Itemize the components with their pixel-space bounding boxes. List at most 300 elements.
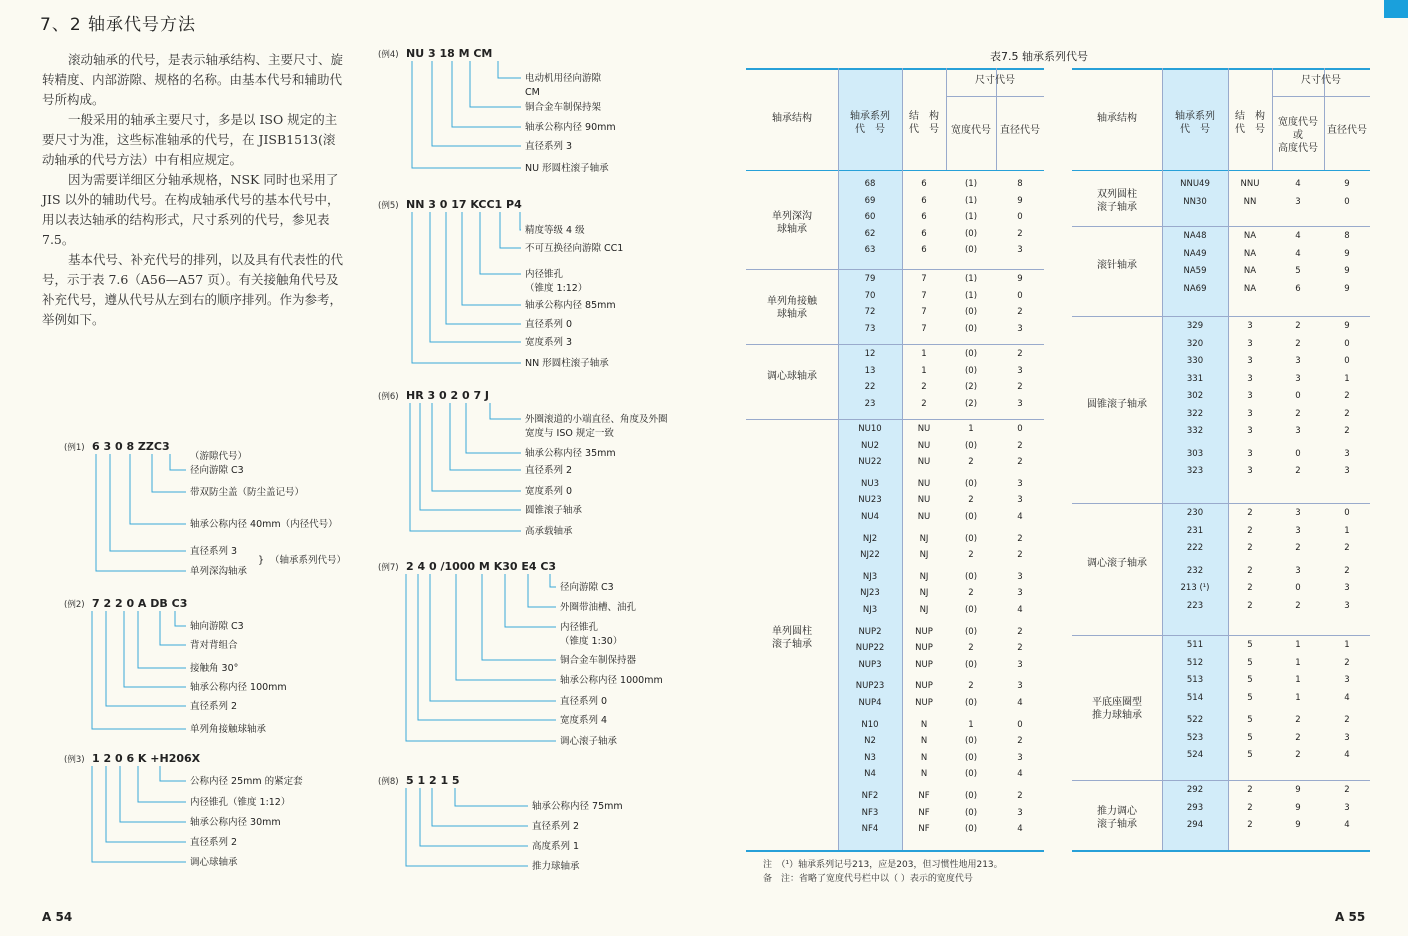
- table-cell: 3: [1017, 365, 1023, 376]
- table-cell: NU: [917, 440, 931, 451]
- example-code: 5 1 2 1 5: [406, 774, 460, 787]
- table-cell: 0: [1295, 391, 1301, 401]
- table-cell: 6: [921, 212, 927, 223]
- table-cell: 3: [1017, 245, 1023, 256]
- table-cell: NJ23: [860, 588, 880, 599]
- table-cell: 68: [864, 179, 876, 189]
- example-id: (例7): [378, 563, 399, 573]
- table-cell: (1): [964, 195, 978, 206]
- example-label: 轴承公称内径 30mm: [190, 817, 281, 828]
- table-cell: 2: [968, 550, 974, 561]
- example-label: 直径系列 2: [190, 837, 238, 848]
- table-cell: NUP: [915, 659, 933, 670]
- col-series-code: 轴承系列 代 号: [1175, 111, 1215, 135]
- table-cell: NUP4: [858, 698, 882, 708]
- table-cell: 222: [1186, 543, 1204, 553]
- table-cell: 2: [1017, 307, 1023, 318]
- table-cell: 4: [1344, 820, 1350, 830]
- table-cell: NA: [1243, 231, 1257, 241]
- table-cell: 3: [1017, 807, 1023, 818]
- table-cell: 5: [1247, 750, 1253, 760]
- table-cell: 3: [1344, 600, 1350, 611]
- table-cell: 331: [1186, 373, 1204, 384]
- table-cell: (0): [964, 245, 978, 256]
- table-cell: 3: [1295, 565, 1301, 576]
- table-cell: 0: [1344, 196, 1350, 207]
- table-cell: NA: [1243, 283, 1257, 294]
- table-cell: N: [920, 736, 928, 747]
- leader-line: [412, 61, 521, 168]
- table-cell: 2: [1295, 543, 1301, 553]
- table-cell: (0): [964, 736, 978, 747]
- table-cell: (0): [964, 512, 978, 522]
- table-cell: (0): [964, 533, 978, 544]
- table-cell: 79: [864, 274, 876, 284]
- table-cell: 5: [1247, 732, 1253, 743]
- table-cell: 3: [1295, 196, 1301, 207]
- group-name: 单列角接触 球轴承: [767, 295, 817, 320]
- table-cell: 9: [1295, 785, 1301, 795]
- table-cell: 2: [1247, 508, 1253, 518]
- table-cell: NUP: [915, 681, 933, 692]
- table-cell: (0): [964, 791, 978, 801]
- example-id: (例6): [378, 392, 399, 402]
- group-name: 圆锥滚子轴承: [1087, 398, 1147, 410]
- table-cell: 3: [1344, 732, 1350, 743]
- group-name: 平底座圈型 推力球轴承: [1092, 696, 1142, 721]
- table-cell: (1): [964, 212, 978, 223]
- col-width-code: 宽度代号: [951, 125, 991, 136]
- table-cell: 2: [968, 495, 974, 506]
- table-cell: 2: [1344, 391, 1350, 401]
- table-cell: 3: [1344, 802, 1350, 813]
- example-label: 外圈滚道的小端直径、角度及外圈: [525, 414, 668, 425]
- table-cell: 1: [968, 424, 974, 434]
- leader-line: [106, 611, 186, 706]
- example-label: 高承载轴承: [525, 526, 573, 537]
- table-cell: 9: [1295, 802, 1301, 813]
- table-cell: 2: [1017, 228, 1023, 239]
- col-dim-code: 尺寸代号: [1301, 75, 1341, 86]
- table-cell: 4: [1017, 769, 1023, 780]
- table-cell: 1: [1295, 640, 1301, 650]
- table-cell: 2: [1295, 750, 1301, 760]
- table-cell: 1: [1295, 675, 1301, 685]
- example-label: 宽度系列 4: [560, 715, 608, 726]
- table-cell: 332: [1186, 426, 1204, 436]
- leader-line: [450, 403, 521, 470]
- table-cell: NF2: [861, 791, 879, 801]
- col-dia-code: 直径代号: [1000, 125, 1040, 136]
- table-cell: 3: [1344, 448, 1350, 459]
- table-cell: (0): [964, 752, 978, 763]
- table-cell: NA59: [1183, 266, 1207, 276]
- table-cell: 2: [968, 457, 974, 468]
- table-cell: 5: [1295, 266, 1301, 276]
- table-cell: 523: [1186, 732, 1204, 743]
- table-cell: 513: [1186, 675, 1204, 685]
- table-cell: 1: [921, 349, 927, 359]
- table-cell: 0: [1017, 719, 1023, 730]
- table-cell: 4: [1295, 231, 1301, 241]
- table-cell: 2: [1344, 543, 1350, 553]
- table-cell: NU23: [858, 495, 882, 506]
- table-cell: 9: [1344, 321, 1350, 331]
- leader-line: [550, 574, 556, 587]
- leader-line: [160, 611, 186, 645]
- table-cell: NJ: [919, 550, 929, 561]
- table-cell: 3: [1017, 495, 1023, 506]
- table-cell: 2: [1247, 802, 1253, 813]
- leader-line: [520, 212, 521, 230]
- table-cell: 5: [1247, 692, 1253, 703]
- table-cell: 2: [1295, 715, 1301, 725]
- example-label: 单列角接触球轴承: [190, 724, 267, 735]
- table-cell: 22: [864, 382, 876, 393]
- table-cell: 5: [1247, 715, 1253, 725]
- table-cell: 3: [1344, 675, 1350, 685]
- table-cell: 2: [1295, 732, 1301, 743]
- table-notes: [763, 858, 1003, 886]
- table-cell: 2: [1017, 643, 1023, 654]
- table-cell: 4: [1017, 824, 1023, 835]
- table-cell: NJ: [919, 605, 929, 615]
- table-cell: NU: [917, 457, 931, 468]
- leader-line: [120, 766, 186, 822]
- table-cell: 2: [1017, 791, 1023, 801]
- table-cell: 2: [1247, 525, 1253, 536]
- table-cell: NUP23: [855, 681, 885, 692]
- table-cell: NU4: [861, 512, 879, 522]
- example-label: 轴承公称内径 75mm: [532, 801, 623, 812]
- table-cell: 0: [1344, 508, 1350, 518]
- table-cell: NA69: [1183, 283, 1207, 294]
- table-cell: 3: [1017, 588, 1023, 599]
- table-cell: 0: [1017, 212, 1023, 223]
- table-cell: 1: [921, 365, 927, 376]
- table-cell: 1: [968, 719, 974, 730]
- table-cell: 3: [1295, 508, 1301, 518]
- leader-line: [124, 611, 186, 687]
- table-cell: 514: [1186, 692, 1204, 703]
- table-cell: 0: [1017, 424, 1023, 434]
- table-cell: 3: [1247, 373, 1253, 384]
- example-id: (例3): [64, 755, 85, 765]
- example-label: NU 形圆柱滚子轴承: [525, 163, 609, 174]
- table-cell: 3: [1247, 356, 1253, 366]
- example-label: 径向游隙 C3: [560, 582, 614, 593]
- table-cell: 232: [1186, 565, 1204, 576]
- page-number-right: A 55: [1335, 910, 1366, 924]
- table-cell: N2: [864, 736, 876, 747]
- table-cell: 8: [1017, 179, 1023, 189]
- table-cell: N: [920, 769, 928, 780]
- col-structure: 轴承结构: [772, 113, 812, 124]
- corner-tab: [1384, 0, 1408, 18]
- table-cell: 0: [1344, 356, 1350, 366]
- table-cell: NF: [918, 824, 930, 835]
- col-width-code: 宽度代号 或 高度代号: [1278, 117, 1318, 154]
- table-cell: 2: [1295, 321, 1301, 331]
- leader-line: [432, 61, 521, 146]
- table-cell: (0): [964, 698, 978, 708]
- table-cell: NF3: [861, 807, 879, 818]
- table-cell: NA48: [1183, 231, 1207, 241]
- table-cell: N3: [864, 752, 876, 763]
- table-cell: (0): [964, 349, 978, 359]
- example-code: HR 3 0 2 0 7 J: [406, 389, 490, 402]
- table-cell: NU: [917, 495, 931, 506]
- table-cell: 3: [1247, 426, 1253, 436]
- table-cell: (0): [964, 440, 978, 451]
- table-cell: 3: [1344, 583, 1350, 593]
- table-cell: 2: [1017, 626, 1023, 637]
- table-cell: 3: [1017, 323, 1023, 334]
- example-label: 直径系列 0: [560, 696, 608, 707]
- table-cell: 3: [1247, 448, 1253, 459]
- example-label: 外圈带油槽、油孔: [560, 602, 637, 613]
- table-cell: NU22: [858, 457, 882, 468]
- example-label: 背对背组合: [190, 640, 238, 651]
- table-cell: 0: [1344, 338, 1350, 349]
- table-cell: 302: [1186, 391, 1204, 401]
- table-cell: 3: [1247, 408, 1253, 419]
- table-cell: NNU: [1240, 179, 1260, 189]
- table-cell: 3: [1017, 681, 1023, 692]
- table-cell: 7: [921, 290, 927, 301]
- example-label: 宽度系列 0: [525, 486, 573, 497]
- table-cell: (0): [964, 571, 978, 582]
- table-cell: NA49: [1183, 248, 1207, 259]
- paragraph: 一般采用的轴承主要尺寸，多是以 ISO 规定的主要尺寸为准，这些标准轴承的代号，在 JISB1513(滚动轴承的代号方法）中有相应规定。: [42, 112, 338, 167]
- example-label: 直径系列 2: [532, 821, 580, 832]
- table-cell: 4: [1344, 750, 1350, 760]
- example-label: 直径系列 2: [525, 465, 573, 476]
- table-cell: 323: [1186, 466, 1204, 476]
- table-cell: 6: [921, 228, 927, 239]
- table-cell: 2: [1295, 600, 1301, 611]
- table-cell: 60: [864, 212, 876, 223]
- leader-line: [482, 574, 556, 660]
- leader-line: [490, 403, 521, 419]
- table-cell: NNU49: [1180, 179, 1210, 189]
- leader-line: [170, 454, 186, 470]
- table-cell: 2: [1017, 533, 1023, 544]
- table-cell: 0: [1017, 290, 1023, 301]
- example-label: 直径系列 2: [190, 701, 238, 712]
- table-cell: NF: [918, 807, 930, 818]
- group-name: 调心球轴承: [767, 370, 817, 382]
- leader-line: [130, 454, 186, 524]
- example-label: 轴承公称内径 85mm: [525, 300, 616, 311]
- leader-line: [430, 212, 521, 342]
- table-cell: NJ3: [862, 571, 878, 582]
- table-cell: (0): [964, 307, 978, 318]
- table-cell: NUP: [915, 626, 933, 637]
- table-cell: (0): [964, 478, 978, 489]
- leader-line: [455, 788, 528, 806]
- table-cell: 2: [1295, 408, 1301, 419]
- table-cell: NJ2: [862, 533, 878, 544]
- table-cell: 524: [1186, 750, 1204, 760]
- table-cell: 7: [921, 307, 927, 318]
- table-cell: NJ22: [860, 550, 880, 561]
- table-cell: 9: [1344, 179, 1350, 189]
- table-cell: (0): [964, 228, 978, 239]
- table-cell: 2: [921, 398, 927, 409]
- table-cell: 7: [921, 323, 927, 334]
- table-cell: 292: [1186, 785, 1204, 795]
- note-2: 备 注：省略了宽度代号栏中以（ ）表示的宽度代号: [763, 874, 973, 884]
- table-cell: 1: [1344, 373, 1350, 384]
- leader-line: [152, 454, 186, 492]
- group-name: 调心滚子轴承: [1087, 558, 1147, 569]
- table-cell: 3: [1017, 752, 1023, 763]
- table-cell: NUP3: [858, 659, 882, 670]
- table-cell: 2: [1247, 820, 1253, 830]
- leader-line: [420, 788, 528, 846]
- table-cell: 213 (¹): [1180, 583, 1210, 593]
- table-cell: 3: [1017, 398, 1023, 409]
- table-cell: 5: [1247, 675, 1253, 685]
- table-cell: 3: [1295, 356, 1301, 366]
- table-cell: 2: [1344, 408, 1350, 419]
- table-cell: 6: [921, 245, 927, 256]
- example-label: 直径系列 0: [525, 319, 573, 330]
- table-cell: 2: [1295, 338, 1301, 349]
- example-label: 不可互换径向游隙 CC1: [525, 243, 624, 254]
- brace: }: [258, 555, 265, 566]
- col-type-code: 结 构 代 号: [909, 111, 939, 135]
- paragraph: 滚动轴承的代号，是表示轴承结构、主要尺寸、旋转精度、内部游隙、规格的名称。由基本代号和辅助代号所构成。: [42, 52, 344, 107]
- table-cell: 9: [1017, 195, 1023, 206]
- table-cell: NU: [917, 478, 931, 489]
- table-cell: 320: [1186, 338, 1204, 349]
- leader-line: [500, 212, 521, 248]
- table-cell: 2: [1017, 440, 1023, 451]
- table-cell: 2: [1344, 657, 1350, 668]
- group-name: 滚针轴承: [1097, 260, 1137, 271]
- table-cell: 4: [1017, 605, 1023, 615]
- table-cell: 2: [1344, 785, 1350, 795]
- table-cell: 3: [1247, 391, 1253, 401]
- example-label: 轴承公称内径 100mm: [190, 682, 287, 693]
- group-name: 单列圆柱 滚子轴承: [772, 625, 812, 650]
- example-label: 直径系列 3: [190, 546, 238, 557]
- table-cell: 2: [1247, 583, 1253, 593]
- table-cell: 4: [1295, 248, 1301, 259]
- table-cell: 12: [864, 349, 876, 359]
- example-code: NN 3 0 17 KCC1 P4: [406, 198, 522, 211]
- table-cell: 9: [1295, 820, 1301, 830]
- table-cell: (0): [964, 626, 978, 637]
- example-code: 1 2 0 6 K +H206X: [92, 752, 201, 765]
- table-cell: N10: [861, 719, 879, 730]
- table-cell: 5: [1247, 640, 1253, 650]
- note-1: 注 （¹）轴承系列记号213，应是203，但习惯性地用213。: [763, 860, 1003, 870]
- table-cell: 3: [1295, 373, 1301, 384]
- table-cell: NUP: [915, 698, 933, 708]
- table-cell: 330: [1186, 356, 1204, 366]
- leader-line: [412, 212, 521, 363]
- example-id: (例1): [64, 443, 85, 453]
- table-cell: NU: [917, 512, 931, 522]
- table-cell: 69: [864, 195, 876, 206]
- example-code: NU 3 18 M CM: [406, 47, 493, 60]
- table-cell: 9: [1344, 266, 1350, 276]
- example-label: CM: [525, 87, 540, 98]
- example-label: 电动机用径向游隙: [525, 73, 602, 84]
- leader-line: [160, 766, 186, 781]
- table-cell: 2: [1344, 715, 1350, 725]
- col-series-code: 轴承系列 代 号: [850, 111, 890, 135]
- table-cell: 1: [1295, 657, 1301, 668]
- table-cell: 2: [1247, 600, 1253, 611]
- table-cell: 522: [1186, 715, 1204, 725]
- example-label: 轴承公称内径 35mm: [525, 448, 616, 459]
- table-cell: 3: [1247, 321, 1253, 331]
- table-cell: 322: [1186, 408, 1204, 419]
- table-cell: 294: [1186, 820, 1204, 830]
- example-label: 接触角 30°: [190, 663, 239, 674]
- table-cell: NJ: [919, 588, 929, 599]
- example-label: 圆锥滚子轴承: [525, 505, 583, 516]
- group-name: 单列深沟 球轴承: [772, 210, 812, 235]
- table-cell: 0: [1295, 583, 1301, 593]
- example-label: 轴承公称内径 90mm: [525, 122, 616, 133]
- table-cell: NN: [1243, 196, 1257, 207]
- col-dia-code: 直径代号: [1327, 125, 1367, 136]
- table-cell: 293: [1186, 802, 1204, 813]
- table-cell: NU: [917, 424, 931, 434]
- example-label: 调心球轴承: [190, 857, 238, 868]
- example-label: 宽度与 ISO 规定一致: [525, 428, 614, 439]
- leader-line: [406, 788, 528, 866]
- group-name: 推力调心 滚子轴承: [1097, 806, 1137, 830]
- series-code-note: （轴承系列代号）: [270, 555, 347, 566]
- example-id: (例2): [64, 600, 85, 610]
- example-id: (例4): [378, 50, 399, 60]
- leader-line: [452, 61, 521, 127]
- table-cell: 231: [1186, 525, 1204, 536]
- table-cell: 2: [1247, 565, 1253, 576]
- table-cell: N: [920, 719, 928, 730]
- table-title: 表7.5 轴承系列代号: [990, 50, 1088, 63]
- table-cell: 6: [921, 195, 927, 206]
- example-label: 直径系列 3: [525, 141, 573, 152]
- table-cell: 9: [1017, 274, 1023, 284]
- leader-line: [175, 611, 186, 626]
- leader-line: [462, 212, 521, 305]
- table-cell: 62: [864, 228, 876, 239]
- table-cell: (0): [964, 605, 978, 615]
- table-cell: 2: [968, 588, 974, 599]
- table-cell: (0): [964, 323, 978, 334]
- table-cell: (1): [964, 290, 978, 301]
- table-cell: (2): [964, 398, 978, 409]
- leader-line: [528, 574, 556, 607]
- table-cell: 2: [968, 643, 974, 654]
- table-cell: NF: [918, 791, 930, 801]
- table-cell: 3: [1247, 466, 1253, 476]
- table-cell: 1: [1344, 525, 1350, 536]
- table-cell: 303: [1186, 448, 1204, 459]
- table-cell: 73: [864, 323, 876, 334]
- example-label: 内径锥孔: [525, 269, 564, 280]
- table-cell: NU10: [858, 424, 882, 434]
- paragraph: 基本代号、补充代号的排列，以及具有代表性的代号，示于表 7.6（A56—A57 页）。有关接触角代号及补充代号，遵从代号从左到右的顺序排列。作为参考，举例如下。: [42, 252, 344, 327]
- col-dim-code: 尺寸代号: [975, 75, 1015, 86]
